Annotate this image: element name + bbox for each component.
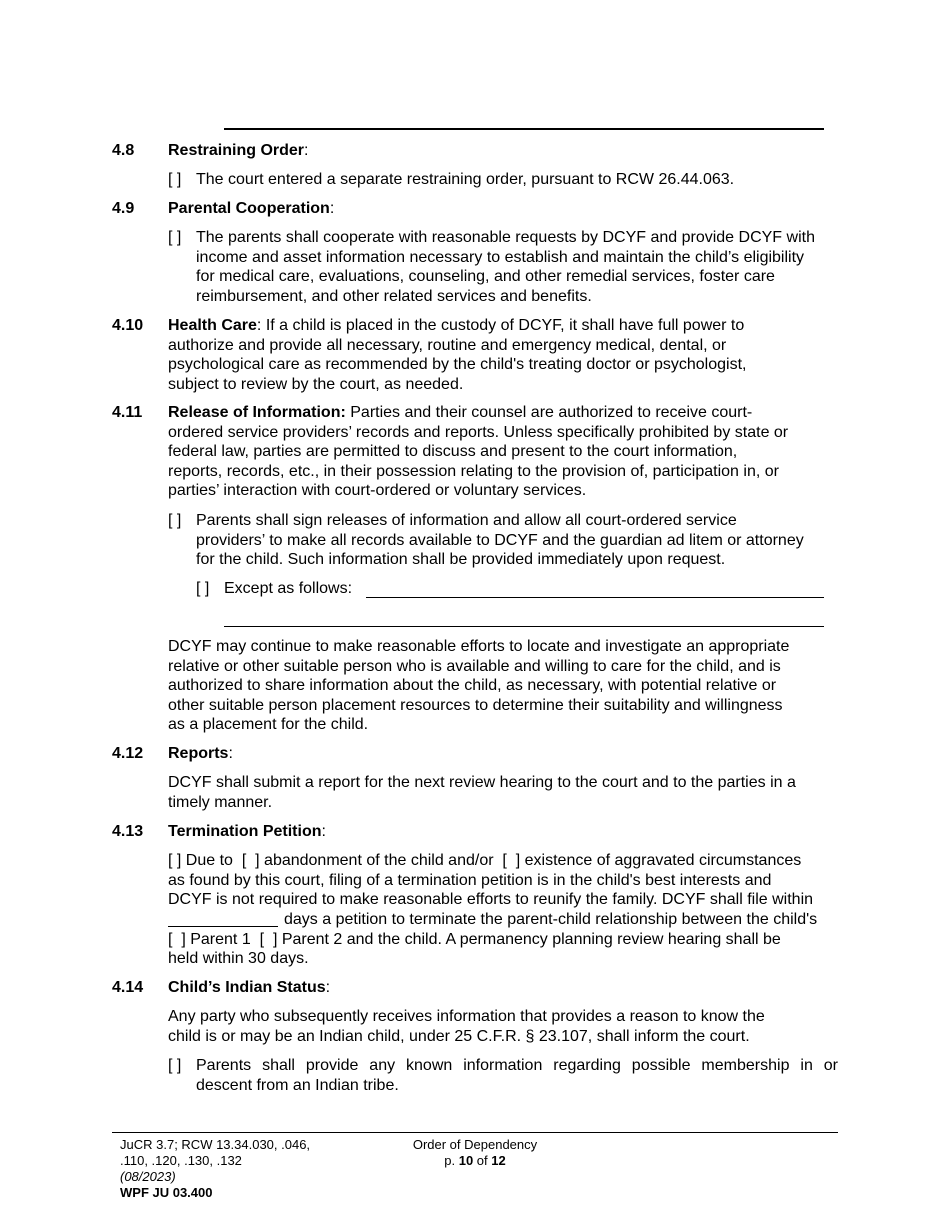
- footer-citation: [120, 1137, 310, 1185]
- text-line: Parents shall sign releases of information and allow all court-ordered service: [196, 512, 737, 529]
- section-4-14-checkbox[interactable]: [ ]: [168, 1057, 182, 1074]
- section-4-8-heading: [168, 141, 308, 161]
- text-line: other suitable person placement resources to determine their suitability and willingness: [168, 696, 783, 714]
- section-4-14-checkbox-text: [196, 1056, 838, 1095]
- text-line: The parents shall cooperate with reasonable requests by DCYF and provide DCYF with: [196, 229, 815, 246]
- section-4-13-colon: :: [321, 823, 326, 840]
- footer-form-id: WPF JU 03.400: [120, 1185, 213, 1200]
- except-input-line[interactable]: [366, 597, 824, 598]
- section-4-11-title: Release of Information:: [168, 404, 346, 421]
- text-line: reimbursement, and other related services and benefits.: [196, 287, 592, 305]
- text-line: parties’ interaction with court-ordered or voluntary services.: [168, 482, 587, 500]
- section-4-13-title: Termination Petition: [168, 823, 322, 840]
- section-4-9-title: Parental Cooperation: [168, 200, 330, 217]
- footer-citation-line-1: JuCR 3.7; RCW 13.34.030, .046,: [120, 1137, 311, 1152]
- footer-date: [120, 1169, 310, 1185]
- text-line: DCYF shall submit a report for the next review hearing to the court and to the parties in a: [168, 774, 796, 791]
- footer-date-text: (08/2023): [120, 1169, 176, 1184]
- section-4-12-text: [168, 773, 848, 812]
- text-line: reports, records, etc., in their possession relating to the provision of, participation in, or: [168, 462, 779, 480]
- section-4-11-release-checkbox[interactable]: [ ]: [168, 512, 182, 529]
- top-rule: [224, 128, 824, 130]
- text-line-rest: Parties and their counsel are authorized to receive court-: [345, 404, 753, 421]
- except-checkbox[interactable]: [ ]: [196, 580, 210, 597]
- text-line: DCYF may continue to make reasonable efforts to locate and investigate an appropriate: [168, 638, 790, 655]
- section-4-14-heading: [168, 978, 330, 998]
- text-line: [168, 403, 848, 423]
- text-line: [168, 316, 848, 336]
- section-4-9-checkbox[interactable]: [ ]: [168, 229, 182, 246]
- section-4-14-text: [168, 1007, 848, 1046]
- section-4-13-line-1: [ ] Due to [ ] abandonment of the child and/or [ ] existence of aggravated circumstances: [168, 852, 802, 869]
- text-line: income and asset information necessary to establish and maintain the child’s eligibility: [196, 248, 805, 266]
- section-4-12-title: Reports: [168, 745, 229, 762]
- page-prefix: p.: [444, 1153, 459, 1168]
- section-4-9-heading: [168, 199, 334, 219]
- section-4-8-number: 4.8: [112, 142, 135, 159]
- text-line: Any party who subsequently receives information that provides a reason to know the: [168, 1008, 765, 1025]
- page-total: 12: [491, 1153, 506, 1168]
- section-4-13-line-4: days a petition to terminate the parent-child relationship between the child's: [284, 911, 818, 928]
- text-line: authorized to share information about the child, as necessary, with potential relative or: [168, 677, 777, 695]
- text-line: child is or may be an Indian child, under 25 C.F.R. § 23.107, shall inform the court.: [168, 1027, 750, 1045]
- section-4-13-number: 4.13: [112, 823, 144, 840]
- text-line: for the child. Such information shall be provided immediately upon request.: [196, 551, 726, 569]
- footer-citation-line-2: .110, .120, .130, .132: [120, 1153, 242, 1168]
- section-4-8-colon: :: [304, 142, 309, 159]
- section-4-8-title: Restraining Order: [168, 142, 305, 159]
- text-line: relative or other suitable person who is available and willing to care for the child, and is: [168, 657, 781, 675]
- section-4-10-number: 4.10: [112, 317, 144, 334]
- section-4-12-number: 4.12: [112, 745, 144, 762]
- days-input-line[interactable]: [168, 926, 278, 927]
- section-4-9-number: 4.9: [112, 200, 135, 217]
- text-line: providers’ to make all records available to DCYF and the guardian ad litem or attorney: [196, 531, 804, 549]
- except-label: Except as follows:: [224, 580, 353, 597]
- text-line-rest: : If a child is placed in the custody of DCYF, it shall have full power to: [256, 317, 745, 334]
- section-4-10-title: Health Care: [168, 317, 257, 334]
- text-line: timely manner.: [168, 793, 273, 811]
- section-4-8-checkbox[interactable]: [ ]: [168, 171, 182, 188]
- footer-rule: [112, 1132, 838, 1133]
- except-input-line-2[interactable]: [224, 626, 824, 627]
- section-4-11-number: 4.11: [112, 404, 143, 421]
- dcyf-efforts-text: [168, 637, 848, 735]
- section-4-11-text: [168, 403, 848, 501]
- section-4-8-text: The court entered a separate restraining order, pursuant to RCW 26.44.063.: [196, 171, 735, 188]
- text-line: for medical care, evaluations, counseling, and other remedial services, foster care: [196, 268, 775, 286]
- text-line: as a placement for the child.: [168, 716, 369, 734]
- page-current: 10: [458, 1153, 474, 1168]
- section-4-9-colon: :: [329, 200, 335, 217]
- footer-page-number: [380, 1153, 570, 1169]
- section-4-13-line-2: as found by this court, filing of a termination petition is in the child's best interests and: [168, 872, 772, 889]
- section-4-13-heading: [168, 822, 326, 842]
- section-4-10-text: [168, 316, 848, 394]
- section-4-13-line-3: DCYF is not required to make reasonable efforts to reunify the family. DCYF shall file within: [168, 891, 814, 908]
- section-4-12-colon: :: [228, 745, 233, 762]
- text-line: Parents shall provide any known information regarding possible membership in or: [196, 1057, 838, 1074]
- text-line: authorize and provide all necessary, routine and emergency medical, dental, or: [168, 336, 727, 354]
- section-4-11-release-text: [196, 511, 846, 570]
- text-line: descent from an Indian tribe.: [196, 1076, 399, 1094]
- section-4-14-title: Child’s Indian Status: [168, 979, 326, 996]
- section-4-12-heading: [168, 744, 233, 764]
- section-4-14-colon: :: [325, 979, 331, 996]
- section-4-9-text: [196, 228, 846, 306]
- section-4-14-number: 4.14: [112, 979, 144, 996]
- text-line: subject to review by the court, as needed.: [168, 375, 464, 393]
- footer-doc-title: Order of Dependency: [412, 1137, 538, 1152]
- footer-center: [380, 1137, 570, 1169]
- section-4-13-line-6: held within 30 days.: [168, 950, 309, 967]
- text-line: psychological care as recommended by the child's treating doctor or psychologist,: [168, 356, 747, 374]
- text-line: ordered service providers’ records and reports. Unless specifically prohibited by state or: [168, 423, 789, 441]
- section-4-13-line-5: [ ] Parent 1 [ ] Parent 2 and the child. A permanency planning review hearing shall be: [168, 931, 781, 948]
- text-line: federal law, parties are permitted to discuss and present to the court information,: [168, 443, 738, 461]
- page-of: of: [473, 1153, 492, 1168]
